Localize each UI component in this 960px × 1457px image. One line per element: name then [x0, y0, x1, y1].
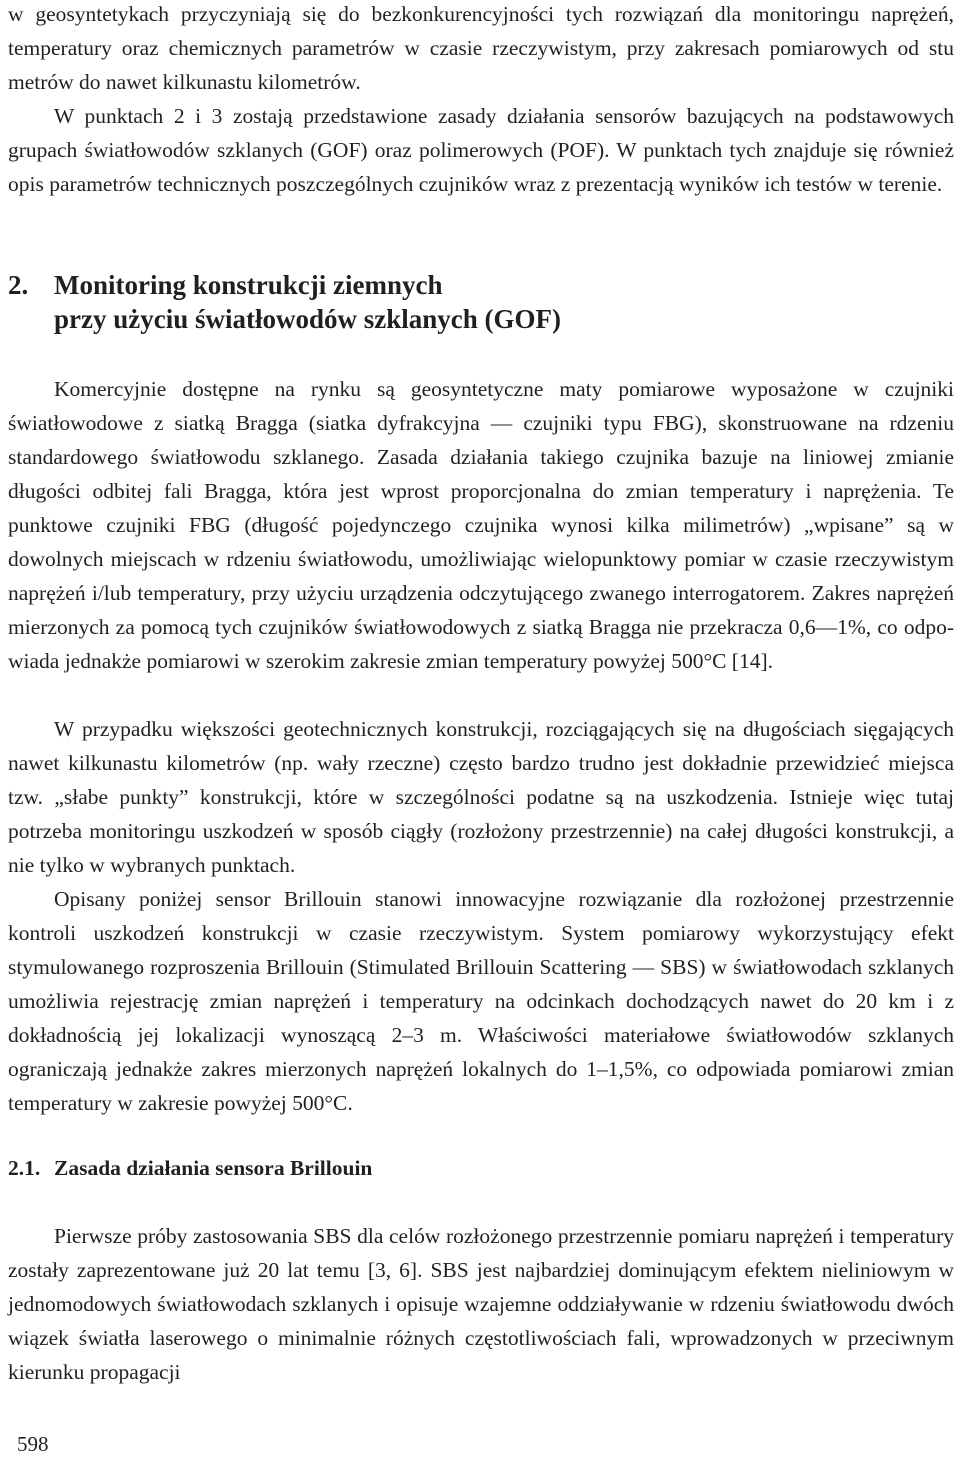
subsection-title: Zasada działania sensora Brillouin	[54, 1156, 373, 1180]
subsection-number: 2.1.	[8, 1156, 41, 1180]
paragraph-brillouin-sensor: Opisany poniżej sensor Brillouin stanowi innowacyjne rozwiązanie dla rozłożonej przestrzennie kontroli uszkodzeń konstrukcji w czasie rzeczywistym. System pomiarowy wykorzystujący efekt stymulowanego rozproszenia Brillouin (Stimulated Brillouin Scattering — SBS) w światłowodach szklanych umożliwia rejestrację zmian naprężeń i temperatury na odcinkach dochodzących nawet do 20 km i z dokładnością jej lokalizacji wynoszącą 2–3 m. Właściwości materiałowe światłowodów szklanych ograniczają jednakże zakres mierzonych naprężeń lokalnych do 1–1,5%, co odpowiada pomiarowi zmian temperatury w zakresie powyżej 500°C.	[8, 887, 954, 1115]
section-heading	[8, 268, 561, 336]
section-number: 2.	[8, 270, 29, 300]
section-title-line2: przy użyciu światłowodów szklanych (GOF)	[54, 304, 562, 334]
paragraph-outline: W punktach 2 i 3 zostają przedstawione zasady działania sensorów bazujących na podstawowych grupach światłowodów szklanych (GOF) oraz polimerowych (POF). W punktach tych znajduje się również opis parametrów technicznych poszczególnych czujników wraz z prezentacją wyników ich testów w terenie.	[8, 104, 954, 196]
paragraph-fbg-sensors: Komercyjnie dostępne na rynku są geosyntetyczne maty pomiarowe wyposażone w czujniki światłowodowe z siatką Bragga (siatka dyfrakcyjna — czujniki typu FBG), skonstruowane na rdzeniu standardowego światłowodu szklanego. Zasada działania takiego czujnika bazuje na liniowej zmianie długości odbitej fali Bragga, która jest wprost proporcjonalna do zmian temperatury i naprężenia. Te punktowe czujniki FBG (długość pojedynczego czujnika wynosi kilka milimetrów) „wpisane” są w dowolnych miejscach w rdzeniu światłowodu, umożliwiając wielopunktowy pomiar w czasie rzeczywistym naprężeń i/lub temperatury, przy użyciu urządzenia odczytującego zwanego interrogatorem. Zakres naprężeń mierzonych za pomocą tych czujników światłowodowych z siatką Bragga nie przekracza 0,6—1%, co odpowiada jednakże pomiarowi w szerokim zakresie zmian temperatury powyżej 500°C [14].	[8, 377, 954, 673]
section-title-line1: Monitoring konstrukcji ziemnych	[54, 270, 443, 300]
subsection-heading	[8, 1153, 372, 1183]
page-number: 598	[17, 1432, 49, 1456]
paragraph-weak-points: W przypadku większości geotechnicznych konstrukcji, rozciągających się na długościach sięgających nawet kilkunastu kilometrów (np. wały rzeczne) często bardzo trudno jest dokładnie przewidzieć miejsca tzw. „słabe punkty” konstrukcji, które w szczególności podatne są na uszkodzenia. Istnieje więc tutaj potrzeba monitoringu uszkodzeń w sposób ciągły (rozłożony przestrzennie) na całej długości konstrukcji, a nie tylko w wybranych punktach.	[8, 717, 954, 877]
paragraph-intro-continuation: w geosyntetykach przyczyniają się do bezkonkurencyjności tych rozwiązań dla monitoringu naprężeń, temperatury oraz chemicznych parametrów w czasie rzeczywistym, przy zakresach pomiarowych od stu metrów do nawet kilkunastu kilometrów.	[8, 2, 954, 94]
paragraph-sbs-history: Pierwsze próby zastosowania SBS dla celów rozłożonego przestrzennie pomiaru naprężeń i temperatury zostały zaprezentowane już 20 lat temu [3, 6]. SBS jest najbardziej dominującym efektem nieliniowym w jednomodowych światłowodach szklanych i opisuje wzajemne oddziaływanie w rdzeniu światłowodu dwóch wiązek światła laserowego o minimalnie różnych częstotliwościach fali, wprowadzonych w przeciwnym kierunku propagacji	[8, 1224, 954, 1384]
